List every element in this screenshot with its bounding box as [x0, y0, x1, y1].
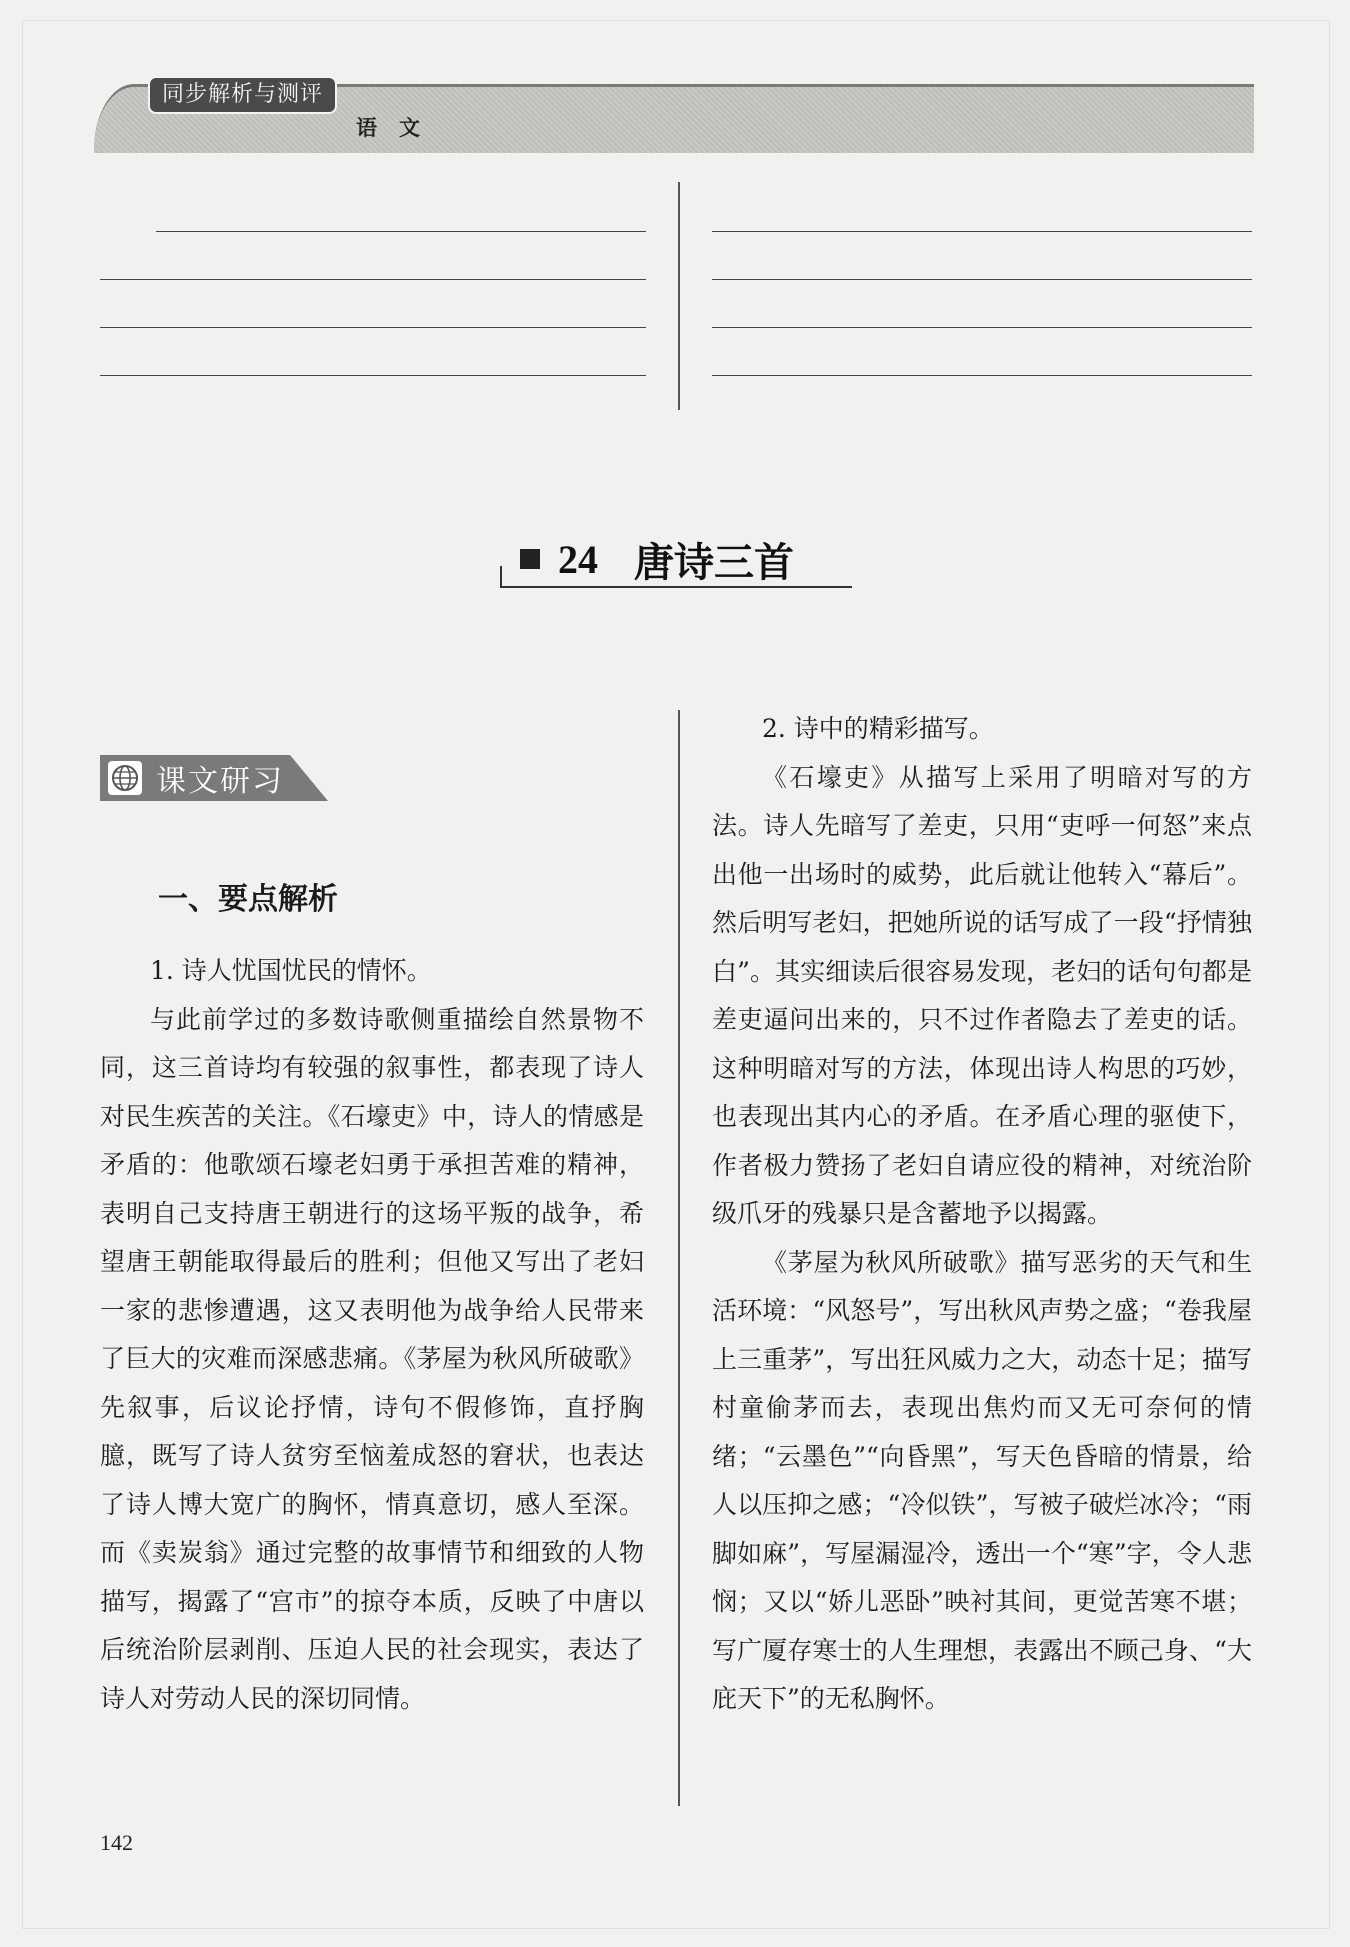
lesson-title-text: 唐诗三首 [634, 538, 794, 586]
note-line [712, 280, 1252, 328]
section-tab-label: 课文研习 [156, 764, 284, 799]
point2-title: 2. 诗中的精彩描写。 [762, 714, 994, 743]
point1-title: 1. 诗人忧国忧民的情怀。 [150, 956, 432, 985]
point2-paragraph-1: 《石壕吏》从描写上采用了明暗对写的方法。诗人先暗写了差吏，只用“吏呼一何怒”来点出他一出场时的威势，此后就让他转入“幕后”。然后明写老妇，把她所说的话写成了一段“抒情独白”。其实细读后很容易发现，老妇的话句句都是差吏逼问出来的，只不过作者隐去了差吏的话。这种明暗对写的方法，体现出诗人构思的巧妙，也表现出其内心的矛盾。在矛盾心理的驱使下，作者极力赞扬了老妇自请应役的精神，对统治阶级爪牙的残暴只是含蓄地予以揭露。 [712, 762, 1252, 1228]
lesson-number: 24 [558, 536, 598, 582]
note-line [100, 280, 646, 328]
note-line [712, 184, 1252, 232]
column-divider [678, 710, 680, 1806]
lesson-title [500, 528, 794, 590]
note-line [712, 232, 1252, 280]
point2-paragraph-2: 《茅屋为秋风所破歌》描写恶劣的天气和生活环境：“风怒号”，写出秋风声势之盛；“卷我屋上三重茅”，写出狂风威力之大，动态十足；描写村童偷茅而去，表现出焦灼而又无可奈何的情绪；“云墨色”“向昏黑”，写天色昏暗的情景，给人以压抑之感；“冷似铁”，写被子破烂冰冷；“雨脚如麻”，写屋漏湿冷，透出一个“寒”字，令人悲悯；又以“娇儿恶卧”映衬其间，更觉苦寒不堪；写广厦存寒士的人生理想，表露出不顾己身、“大庇天下”的无私胸怀。 [712, 1247, 1252, 1713]
note-line [156, 184, 646, 232]
subject-label: 语文 [356, 116, 442, 140]
notes-divider [678, 182, 680, 410]
note-line [100, 232, 646, 280]
left-column [100, 947, 644, 1723]
section-heading: 一、要点解析 [158, 882, 338, 917]
notes-area-right [712, 184, 1252, 376]
section-tab [100, 755, 328, 801]
page-number: 142 [100, 1830, 133, 1855]
series-title: 同步解析与测评 [148, 76, 337, 114]
point1-paragraph: 与此前学过的多数诗歌侧重描绘自然景物不同，这三首诗均有较强的叙事性，都表现了诗人对民生疾苦的关注。《石壕吏》中，诗人的情感是矛盾的：他歌颂石壕老妇勇于承担苦难的精神，表明自己支持唐王朝进行的这场平叛的战争，希望唐王朝能取得最后的胜利；但他又写出了老妇一家的悲惨遭遇，这又表明他为战争给人民带来了巨大的灾难而深感悲痛。《茅屋为秋风所破歌》先叙事，后议论抒情，诗句不假修饰，直抒胸臆，既写了诗人贫穷至恼羞成怒的窘状，也表达了诗人博大宽广的胸怀，情真意切，感人至深。而《卖炭翁》通过完整的故事情节和细致的人物描写，揭露了“宫市”的掠夺本质，反映了中唐以后统治阶层剥削、压迫人民的社会现实，表达了诗人对劳动人民的深切同情。 [100, 1004, 644, 1713]
note-line [712, 328, 1252, 376]
globe-icon [108, 761, 142, 795]
note-line [100, 328, 646, 376]
notes-area-left [100, 184, 646, 376]
right-column [712, 705, 1252, 1724]
title-square-icon [520, 549, 540, 569]
title-underline [500, 586, 852, 588]
